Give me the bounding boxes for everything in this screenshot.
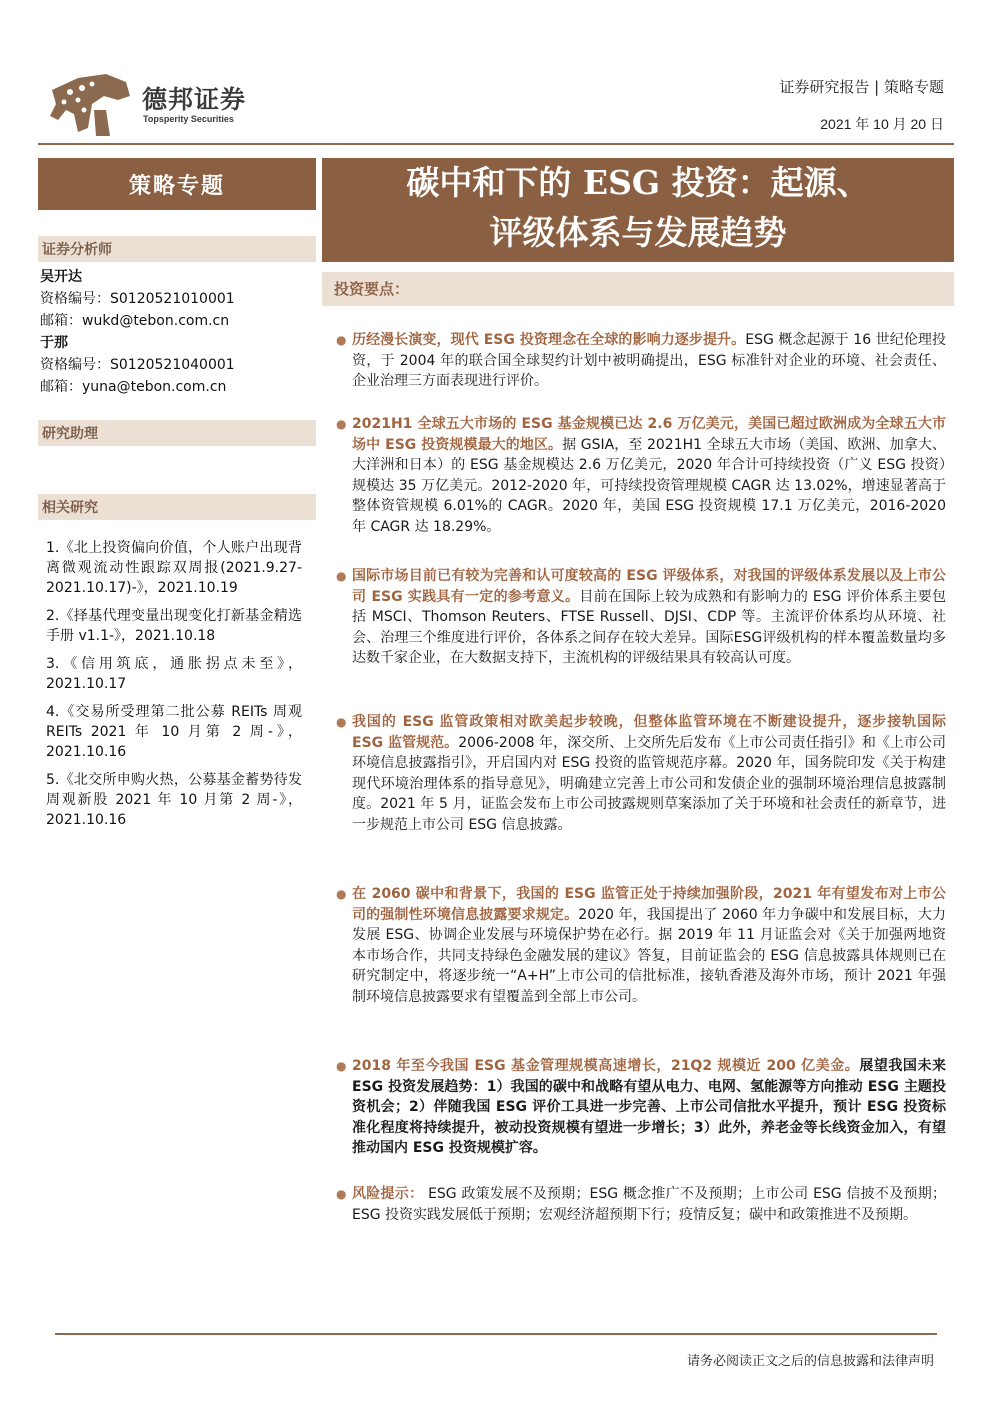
leopard-logo-icon — [44, 70, 132, 138]
logo-chinese-name: 德邦证券 — [142, 85, 247, 114]
title-line-2: 评级体系与发展趋势 — [489, 213, 787, 252]
key-point — [332, 884, 946, 1007]
analyst-email[interactable]: 邮箱：wukd@tebon.com.cn — [40, 313, 230, 329]
report-date: 2021 年 10 月 20 日 — [820, 116, 944, 132]
related-research-list — [46, 538, 302, 838]
key-point-text: ESG 概念起源于 16 世纪伦理投资，于 2004 年的联合国全球契约计划中被明确提出，ESG 标准针对企业的环境、社会责任、企业治理三方面表现进行评价。 — [352, 332, 946, 389]
header-divider — [38, 143, 954, 145]
related-research-item[interactable]: 5.《北交所申购火热，公募基金蓄势待发周观新股 2021 年 10 月第 2 周-》，2021.10.16 — [46, 772, 302, 828]
logo-english-name: Topsperity Securities — [143, 114, 234, 124]
risk-warning-text: ESG 政策发展不及预期；ESG 概念推广不及预期；上市公司 ESG 信披不及预期；ESG 投资实践发展低于预期；宏观经济超预期下行；疫情反复；碳中和政策推进不及预期。 — [352, 1186, 947, 1223]
key-point-lead: 2021H1 全球五大市场的 ESG 基金规模已达 2.6 万亿美元，美国已超过欧洲成为全球五大市场中 ESG 投资规模最大的地区。 — [352, 416, 946, 453]
key-point-lead: 我国的 ESG 监管政策相对欧美起步较晚，但整体监管环境在不断建设提升，逐步接轨国际 ESG 监管规范。 — [352, 714, 946, 751]
risk-warning-label: 风险提示： — [352, 1186, 424, 1202]
report-category-band: 策略专题 — [38, 158, 316, 210]
key-point — [332, 1056, 946, 1159]
company-logo — [44, 70, 276, 138]
related-research-item[interactable]: 3.《信用筑底，通胀拐点未至》，2021.10.17 — [46, 656, 302, 692]
bullet-icon: ● — [336, 569, 347, 583]
bullet-icon: ● — [336, 715, 347, 729]
title-line-1: 碳中和下的 ESG 投资：起源、 — [406, 163, 870, 202]
key-point-text: 目前在国际上较为成熟和有影响力的 ESG 评价体系主要包括 MSCI、Thomson Reuters、FTSE Russell、DJSI、CDP 等。主流评价体系均从环境、社会、治理三个维度进行评价，各体系之间存在较大差异。国际ESG评级机构的样本覆盖数量均多达数千家企业，在大数据支持下，主流机构的评级结果具有较高认可度。 — [352, 588, 946, 666]
analyst-cert: 资格编号：S0120521040001 — [40, 357, 235, 373]
key-point-text: 2006-2008 年，深交所、上交所先后发布《上市公司责任指引》和《上市公司环境信息披露指引》，开启国内对 ESG 投资的监管规范序幕。2020 年，国务院印发《关于构建现代环境治理体系的指导意见》，明确建立完善上市公司和发债企业的强制环境治理信息披露制度。2021 年 5 月，证监会发布上市公司披露规则草案添加了关于环境和社会责任的新章节，进一步规范上市公司 ESG 信息披露。 — [352, 734, 947, 833]
key-point-lead: 国际市场目前已有较为完善和认可度较高的 ESG 评级体系，对我国的评级体系发展以及上市公司 ESG 实践具有一定的参考意义。 — [352, 568, 946, 605]
related-research-item[interactable]: 4.《交易所受理第二批公募 REITs 周观 REITs 2021 年 10 月第 2 周-》，2021.10.16 — [46, 704, 302, 760]
bullet-icon: ● — [336, 333, 347, 347]
bullet-icon: ● — [336, 417, 347, 431]
analysts-heading: 证券分析师 — [38, 236, 316, 262]
bullet-icon: ● — [336, 887, 347, 901]
analysts-block — [40, 266, 312, 398]
key-point-lead: 在 2060 碳中和背景下，我国的 ESG 监管正处于持续加强阶段，2021 年有望发布对上市公司的强制性环境信息披露要求规定。 — [352, 886, 946, 923]
key-point-lead: 2018 年至今我国 ESG 基金管理规模高速增长，21Q2 规模近 200 亿美金。 — [352, 1058, 860, 1074]
key-point — [332, 712, 946, 835]
key-point — [332, 330, 946, 392]
footer-divider — [55, 1333, 937, 1335]
analyst-name: 于那 — [40, 335, 68, 351]
key-point-text: 展望我国未来 ESG 投资发展趋势：1）我国的碳中和战略有望从电力、电网、氢能源等方向推动 ESG 主题投资机会；2）伴随我国 ESG 评价工具进一步完善、上市公司信批水平提升，预计 ESG 投资标准化程度将持续提升，被动投资规模有望进一步增长；3）此外，养老金等长线资金加入，有望推动国内 ESG 投资规模扩容。 — [352, 1058, 947, 1156]
report-title — [322, 158, 954, 262]
key-point — [332, 566, 946, 669]
report-type: 证券研究报告 | 策略专题 — [779, 78, 944, 96]
related-research-heading: 相关研究 — [38, 494, 316, 520]
key-point-text: 据 GSIA，至 2021H1 全球五大市场（美国、欧洲、加拿大、大洋洲和日本）的 ESG 基金规模达 2.6 万亿美元，2020 年合计可持续投资（广义 ESG 投资）规模达 35 万亿美元。2012-2020 年，可持续投资管理规模 CAGR 达 13.02%，增速显著高于整体资管规模 6.01%的 CAGR。2020 年，美国 ESG 投资规模 17.1 万亿美元，2016-2020 年 CAGR 达 18.29%。 — [352, 436, 946, 535]
risk-warning — [332, 1184, 946, 1225]
key-point-text: 2020 年，我国提出了 2060 年力争碳中和发展目标，大力发展 ESG、协调企业发展与环境保护势在必行。据 2019 年 11 月证监会对《关于加强两地资本市场合作，共同支持绿色金融发展的建议》答复，目前证监会的 ESG 信息披露具体规则已在研究制定中，将逐步统一“A+H”上市公司的信批标准，接轨香港及海外市场，预计 2021 年强制环境信息披露要求有望覆盖到全部上市公司。 — [352, 906, 947, 1005]
analyst-cert: 资格编号：S0120521010001 — [40, 291, 235, 307]
related-research-item[interactable]: 2.《择基代理变量出现变化打新基金精选手册 v1.1-》，2021.10.18 — [46, 608, 302, 644]
key-points-heading: 投资要点： — [322, 272, 954, 306]
related-research-item[interactable]: 1.《北上投资偏向价值，个人账户出现背离微观流动性跟踪双周报(2021.9.27-2021.10.17)-》，2021.10.19 — [46, 540, 302, 596]
bullet-icon: ● — [336, 1059, 347, 1073]
bullet-icon: ● — [336, 1187, 347, 1201]
key-point — [332, 414, 946, 537]
key-point-lead: 历经漫长演变，现代 ESG 投资理念在全球的影响力逐步提升。 — [352, 332, 746, 348]
analyst-email[interactable]: 邮箱：yuna@tebon.com.cn — [40, 379, 227, 395]
analyst-name: 吴开达 — [40, 269, 82, 285]
assistant-heading: 研究助理 — [38, 420, 316, 446]
disclaimer-note: 请务必阅读正文之后的信息披露和法律声明 — [686, 1354, 934, 1369]
